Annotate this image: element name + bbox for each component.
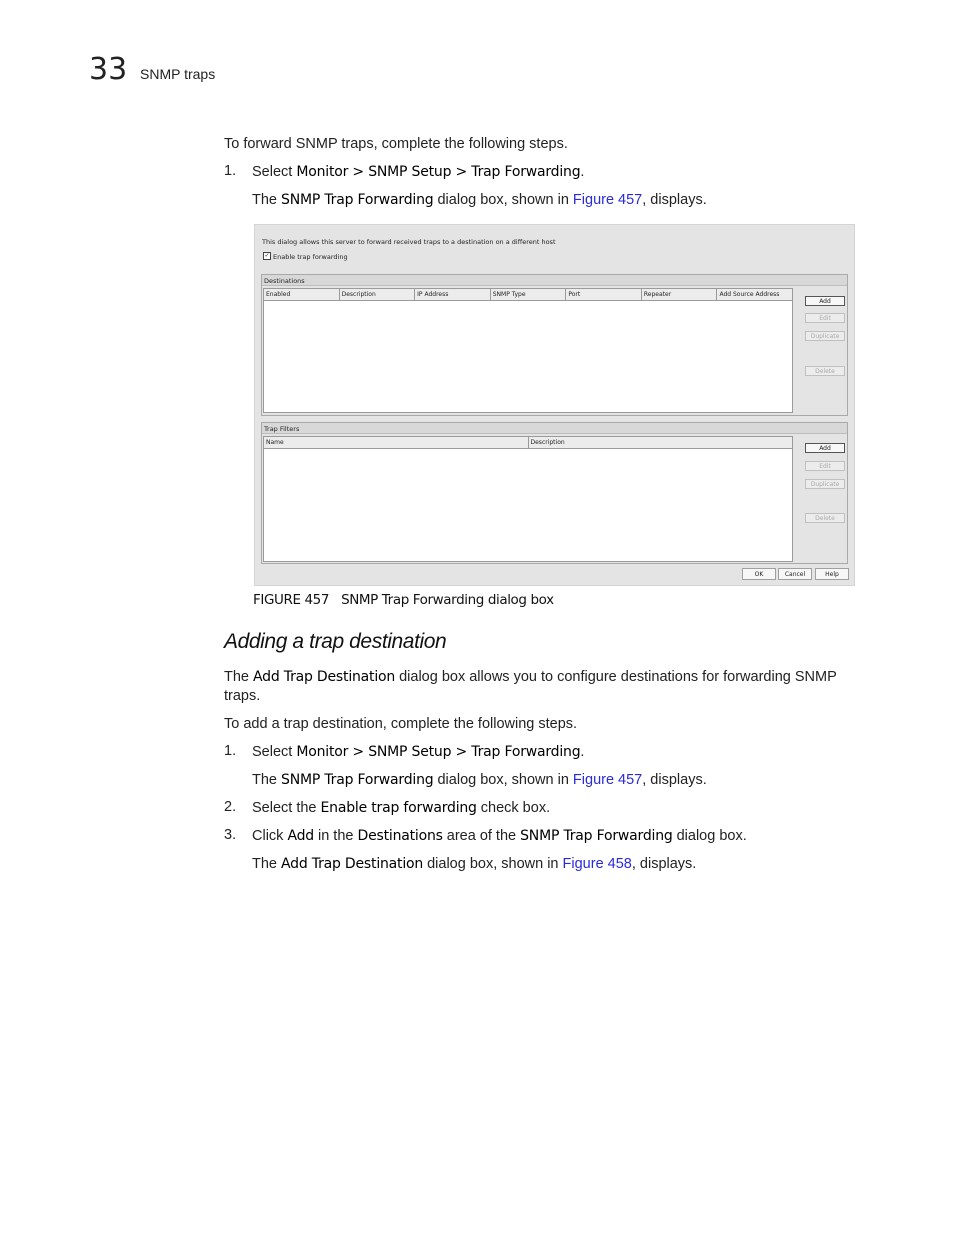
destinations-table[interactable] [263,288,793,413]
column-header[interactable]: IP Address [415,289,491,300]
step-text-post: dialog box. [672,828,747,844]
step-text [252,163,584,182]
step-text-pre: Select [252,164,297,180]
result-post: , displays. [631,856,697,872]
menu-path: Monitor > SNMP Setup > Trap Forwarding [296,164,581,180]
para-post: dialog box allows you to configure destinations for forwarding SNMP [395,669,837,685]
trap-filters-edit-button[interactable]: Edit [805,461,845,471]
chapter-title: SNMP traps [140,66,216,82]
step-text-post: . [580,744,585,760]
result-pre: The [252,856,282,872]
figure-link[interactable]: Figure 457 [572,772,643,788]
column-header[interactable]: Description [340,289,416,300]
step-result [252,771,707,790]
step-text [252,743,584,762]
column-header[interactable]: SNMP Type [491,289,567,300]
figure-caption-text: SNMP Trap Forwarding dialog box [341,592,554,608]
section-paragraph [224,668,854,706]
dialog-name: Add Trap Destination [281,856,424,872]
trap-filters-add-button[interactable]: Add [805,443,845,453]
step-number: 1. [224,743,237,759]
step-result [252,191,707,210]
destinations-table-header [264,289,792,301]
step-text-mid: in the [313,828,358,844]
trap-filters-group [261,422,848,564]
enable-trap-forwarding-checkbox[interactable]: ✓ [264,252,270,259]
button-name: Add [287,828,314,844]
step-text-pre: Select [252,744,297,760]
column-header[interactable]: Add Source Address [719,291,780,298]
step-text-mid: area of the [442,828,521,844]
trap-filters-table-header [264,437,792,449]
step-number: 3. [224,827,237,843]
column-header[interactable]: Name [264,437,529,448]
figure-caption [253,592,554,608]
step-result [252,855,696,874]
column-header[interactable]: Enabled [264,289,340,300]
destinations-title: Destinations [264,277,305,285]
snmp-trap-forwarding-dialog [254,224,855,586]
dialog-name: Add Trap Destination [253,669,396,685]
trap-filters-header-bar [262,423,847,434]
cancel-button[interactable]: Cancel [778,568,812,580]
menu-path: Monitor > SNMP Setup > Trap Forwarding [296,744,581,760]
area-name: Destinations [357,828,443,844]
destinations-header-bar [262,275,847,286]
section-intro: To add a trap destination, complete the following steps. [224,716,578,732]
result-pre: The [252,772,282,788]
step-text-post: . [580,164,585,180]
result-mid: dialog box, shown in [423,856,563,872]
ok-button[interactable]: OK [742,568,776,580]
step-number: 2. [224,799,237,815]
dialog-name: SNMP Trap Forwarding [281,192,434,208]
intro-text: To forward SNMP traps, complete the following steps. [224,136,568,152]
step-text-pre: Select the [252,800,321,816]
result-pre: The [252,192,282,208]
step-text-post: check box. [476,800,551,816]
trap-filters-title: Trap Filters [264,425,300,433]
trap-filters-table[interactable] [263,436,793,562]
result-mid: dialog box, shown in [433,192,573,208]
chapter-number: 33 [89,52,128,87]
step-number: 1. [224,163,237,179]
enable-trap-forwarding-label: Enable trap forwarding [273,253,348,261]
step-text-pre: Click [252,828,288,844]
figure-label: FIGURE 457 [253,592,330,608]
dialog-name: SNMP Trap Forwarding [281,772,434,788]
para-line2: traps. [224,688,261,704]
result-mid: dialog box, shown in [433,772,573,788]
column-header[interactable]: Description [530,439,565,446]
step-text [252,827,747,846]
dialog-name: SNMP Trap Forwarding [520,828,673,844]
column-header[interactable]: Repeater [642,289,718,300]
column-header[interactable]: Port [566,289,642,300]
result-post: , displays. [642,192,707,208]
figure-link[interactable]: Figure 458 [562,856,632,872]
trap-filters-delete-button[interactable]: Delete [805,513,845,523]
result-post: , displays. [642,772,707,788]
help-button[interactable]: Help [815,568,849,580]
section-title: Adding a trap destination [224,630,447,653]
destinations-group [261,274,848,416]
destinations-add-button[interactable]: Add [805,296,845,306]
dialog-intro: This dialog allows this server to forward received traps to a destination on a different host [262,238,556,246]
para-pre: The [224,669,254,685]
checkbox-name: Enable trap forwarding [320,800,477,816]
destinations-duplicate-button[interactable]: Duplicate [805,331,845,341]
step-text [252,799,550,818]
figure-link[interactable]: Figure 457 [572,192,643,208]
trap-filters-duplicate-button[interactable]: Duplicate [805,479,845,489]
destinations-delete-button[interactable]: Delete [805,366,845,376]
destinations-edit-button[interactable]: Edit [805,313,845,323]
